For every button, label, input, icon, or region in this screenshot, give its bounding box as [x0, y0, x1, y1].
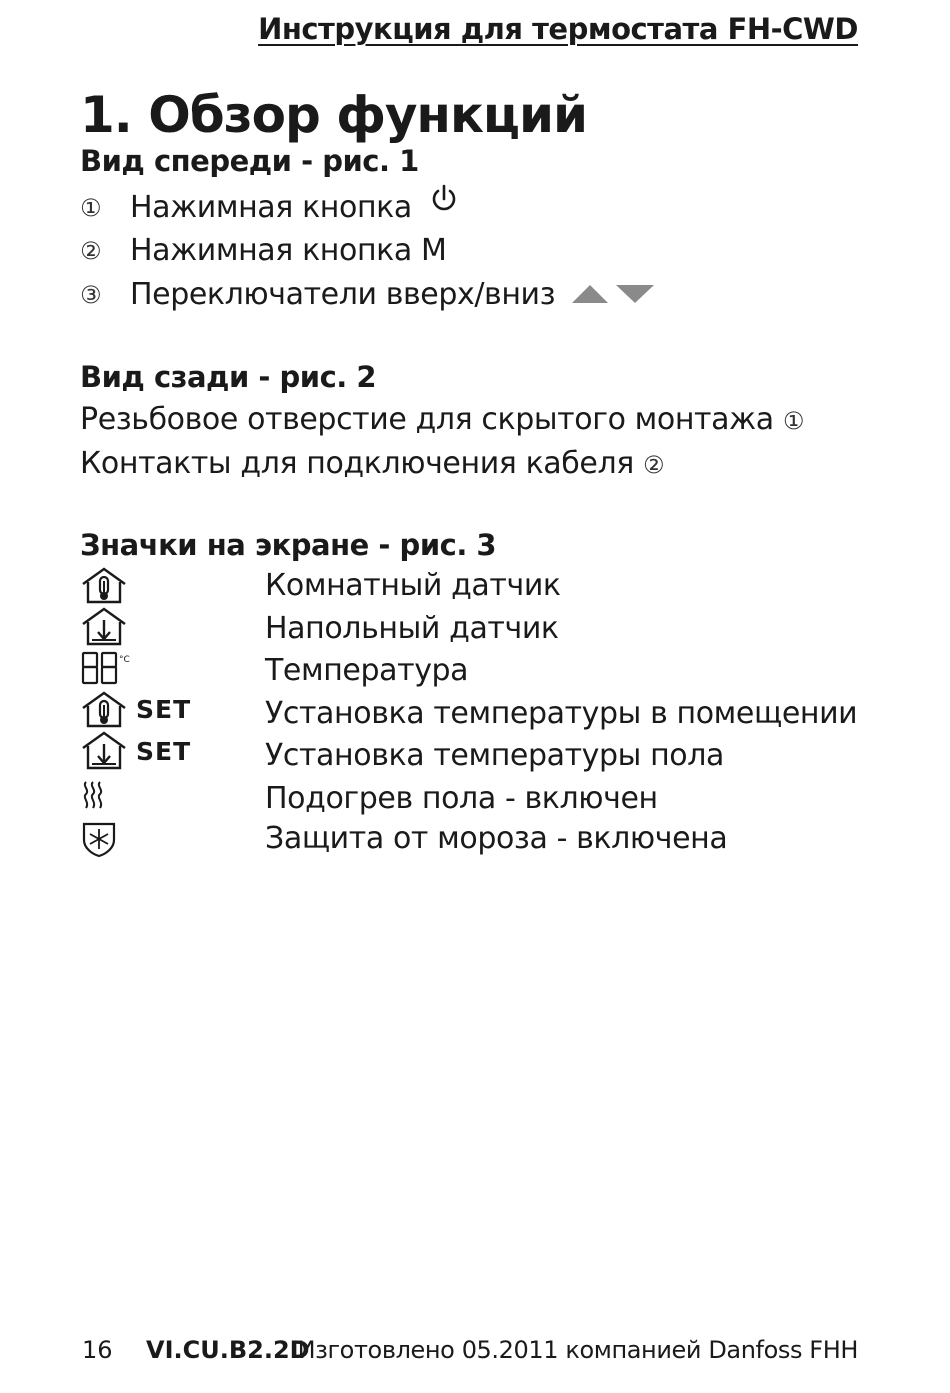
item-number: ② [643, 451, 665, 479]
item-label: Нажимная кнопка M [130, 233, 447, 268]
screen-icon-label: Температура [265, 653, 469, 688]
screen-icon-label: Установка температуры в помещении [265, 696, 858, 731]
screen-icon-label: Напольный датчик [265, 611, 559, 646]
item-label: Переключатели вверх/вниз [130, 277, 556, 312]
rear-view-heading: Вид сзади - рис. 2 [80, 360, 377, 394]
floor-sensor-icon [80, 606, 128, 652]
front-view-heading: Вид спереди - рис. 1 [80, 144, 419, 178]
front-view-item [130, 277, 656, 313]
document-header-title: Инструкция для термостата FH-CWD [258, 12, 858, 46]
floor-sensor-icon [80, 730, 128, 776]
manufacturer-note: Изготовлено 05.2011 компанией Danfoss FHH [297, 1336, 858, 1364]
svg-text:°C: °C [119, 655, 130, 665]
item-label: Нажимная кнопка [130, 190, 412, 225]
power-icon [429, 183, 459, 223]
rear-view-item [80, 402, 804, 437]
set-label: SET [136, 737, 192, 766]
page-number: 16 [82, 1336, 113, 1364]
temperature-digits-icon [80, 650, 130, 692]
item-number: ① [80, 194, 102, 222]
item-number: ② [80, 237, 102, 265]
up-down-arrows-icon [570, 278, 656, 313]
set-label: SET [136, 695, 192, 724]
item-label: Резьбовое отверстие для скрытого монтажа [80, 402, 774, 437]
item-label: Контакты для подключения кабеля [80, 446, 634, 481]
doc-code: VI.CU.B2.2D [146, 1336, 310, 1364]
frost-protection-icon [80, 820, 118, 862]
item-number: ③ [80, 281, 102, 309]
screen-icon-label: Комнатный датчик [265, 568, 561, 603]
screen-icons-heading: Значки на экране - рис. 3 [80, 528, 497, 562]
floor-heating-icon [80, 780, 110, 816]
screen-icon-label: Подогрев пола - включен [265, 781, 658, 816]
front-view-item [130, 190, 459, 225]
rear-view-item [80, 446, 664, 481]
room-sensor-icon [80, 566, 128, 610]
screen-icon-label: Установка температуры пола [265, 738, 725, 773]
room-sensor-icon [80, 690, 128, 734]
section-title: 1. Обзор функций [80, 86, 588, 144]
screen-icon-label: Защита от мороза - включена [265, 821, 728, 856]
item-number: ① [782, 407, 804, 435]
